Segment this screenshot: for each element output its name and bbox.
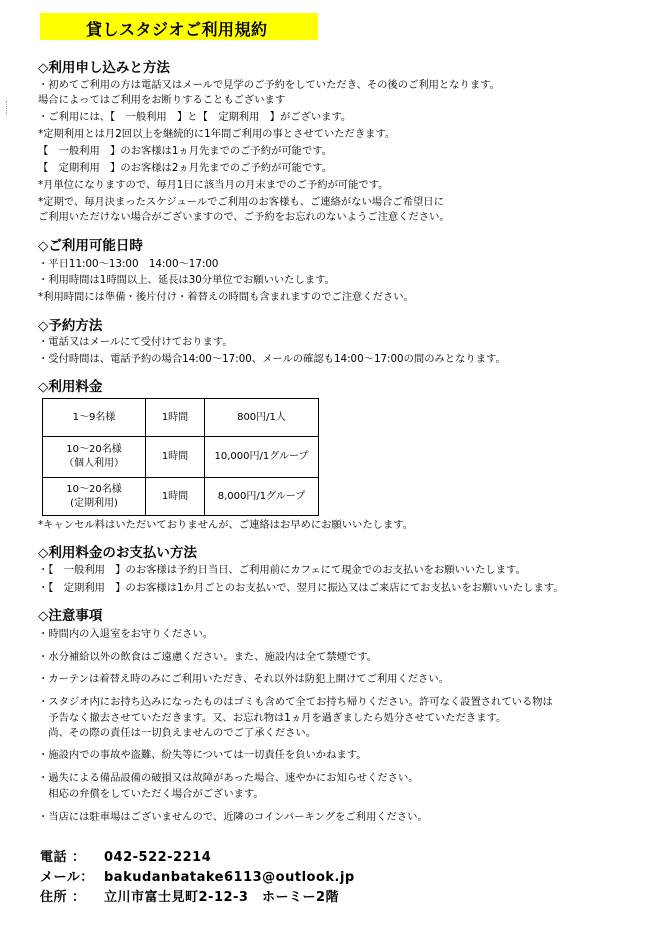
table-cell-time: 1時間 [146,478,205,516]
text-line: 場合によってはご利用をお断りすることもございます [38,94,286,106]
text-line: ・平日11:00～13:00 14:00～17:00 [38,258,219,270]
mail-label: メール： [40,870,94,885]
text-line: ・電話又はメールにて受付けております。 [38,336,233,348]
mail-address[interactable]: bakudanbatake6113@outlook.jp [104,870,355,885]
section-heading-hours: ◇ご利用可能日時 [38,238,143,254]
fee-table [42,398,319,516]
text-line: ・水分補給以外の飲食はご遠慮ください。また、施設内は全て禁煙です。 [38,651,377,663]
text-line: ・ご利用には、【 一般利用 】と【 定期利用 】がございます。 [38,111,352,123]
text-line: *キャンセル料はいただいておりませんが、ご連絡はお早めにお願いいたします。 [38,519,414,531]
section-heading-payment: ◇利用料金のお支払い方法 [38,545,197,561]
text-line: ・カーテンは着替え時のみにご利用いただき、それ以外は防犯上開けてご利用ください。 [38,673,449,685]
text-line: ・受付時間は、電話予約の場合14:00～17:00、メールの確認も14:00～17:00の間のみとなります。 [38,353,506,365]
text-line: ご利用いただけない場合がございますので、ご予約をお忘れのないようご注意ください。 [38,211,450,223]
text-line: 【 一般利用 】のお客様は1ヵ月先までのご予約が可能です。 [38,145,333,157]
table-row [43,399,319,437]
table-cell-price: 10,000円/1グループ [205,437,319,478]
table-cell-group: 10～20名様 (定期利用) [43,478,146,516]
table-cell-price: 8,000円/1グループ [205,478,319,516]
text-line: *利用時間には準備・後片付け・着替えの時間も含まれますのでご注意ください。 [38,291,414,303]
text-line: 予告なく撤去させていただきます。又、お忘れ物は1ヵ月を過ぎましたら処分させていただきます。 [38,712,507,724]
section-heading-application: ◇利用申し込みと方法 [38,60,170,76]
text-line: ・スタジオ内にお持ち込みになったものはゴミも含めて全てお持ち帰りください。許可なく設置されている物は [38,696,553,708]
table-cell-time: 1時間 [146,399,205,437]
phone-number[interactable]: 042-522-2214 [104,850,212,865]
text-line: ・利用時間は1時間以上、延長は30分単位でお願いいたします。 [38,274,335,286]
text-line: ・時間内の入退室をお守りください。 [38,628,214,640]
text-line: 相応の弁償をしていただく場合がございます。 [38,788,264,800]
section-heading-notes: ◇注意事項 [38,608,103,624]
text-line: 尚、その際の責任は一切負えませんのでご了承ください。 [38,727,317,739]
margin-marker [6,101,9,115]
text-line: *定期利用とは月2回以上を継続的に1年間ご利用の事とさせていただきます。 [38,128,396,140]
text-line: *月単位になりますので、毎月1日に該当月の月末までのご予約が可能です。 [38,179,389,191]
text-line: *定期で、毎月決まったスケジュールでご利用のお客様も、ご連絡がない場合ご希望日に [38,196,444,208]
table-row [43,437,319,478]
text-line: ・当店には駐車場はございませんので、近隣のコインパーキングをご利用ください。 [38,811,428,823]
address-label: 住所 ： [40,890,86,905]
text-line: 【 定期利用 】のお客様は2ヵ月先までのご予約が可能です。 [38,162,333,174]
address-text: 立川市富士見町2-12-3 ホーミー2階 [104,890,340,905]
table-cell-group: 10～20名様 （個人利用） [43,437,146,478]
table-cell-time: 1時間 [146,437,205,478]
section-heading-fees: ◇利用料金 [38,379,103,395]
text-line: ・【 定期利用 】のお客様は1か月ごとのお支払いで、翌月に振込又はご来店にてお支払いをお願いいたします。 [38,582,564,594]
table-row [43,478,319,516]
text-line: ・【 一般利用 】のお客様は予約日当日、ご利用前にカフェにて現金でのお支払いをお願いいたします。 [38,564,526,576]
text-line: ・初めてご利用の方は電話又はメールで見学のご予約をしていただき、その後のご利用となります。 [38,79,500,91]
contact-phone [40,846,211,865]
page-title: 貸しスタジオご利用規約 [86,20,268,39]
contact-mail [40,866,355,885]
table-cell-price: 800円/1人 [205,399,319,437]
section-heading-reservation: ◇予約方法 [38,318,103,334]
phone-label: 電話 ： [40,850,86,865]
table-cell-group: 1～9名様 [43,399,146,437]
text-line: ・過失による備品設備の破損又は故障があった場合、速やかにお知らせください。 [38,772,419,784]
text-line: ・施設内での事故や盗難、紛失等については一切責任を負いかねます。 [38,749,367,761]
contact-address [40,886,339,905]
